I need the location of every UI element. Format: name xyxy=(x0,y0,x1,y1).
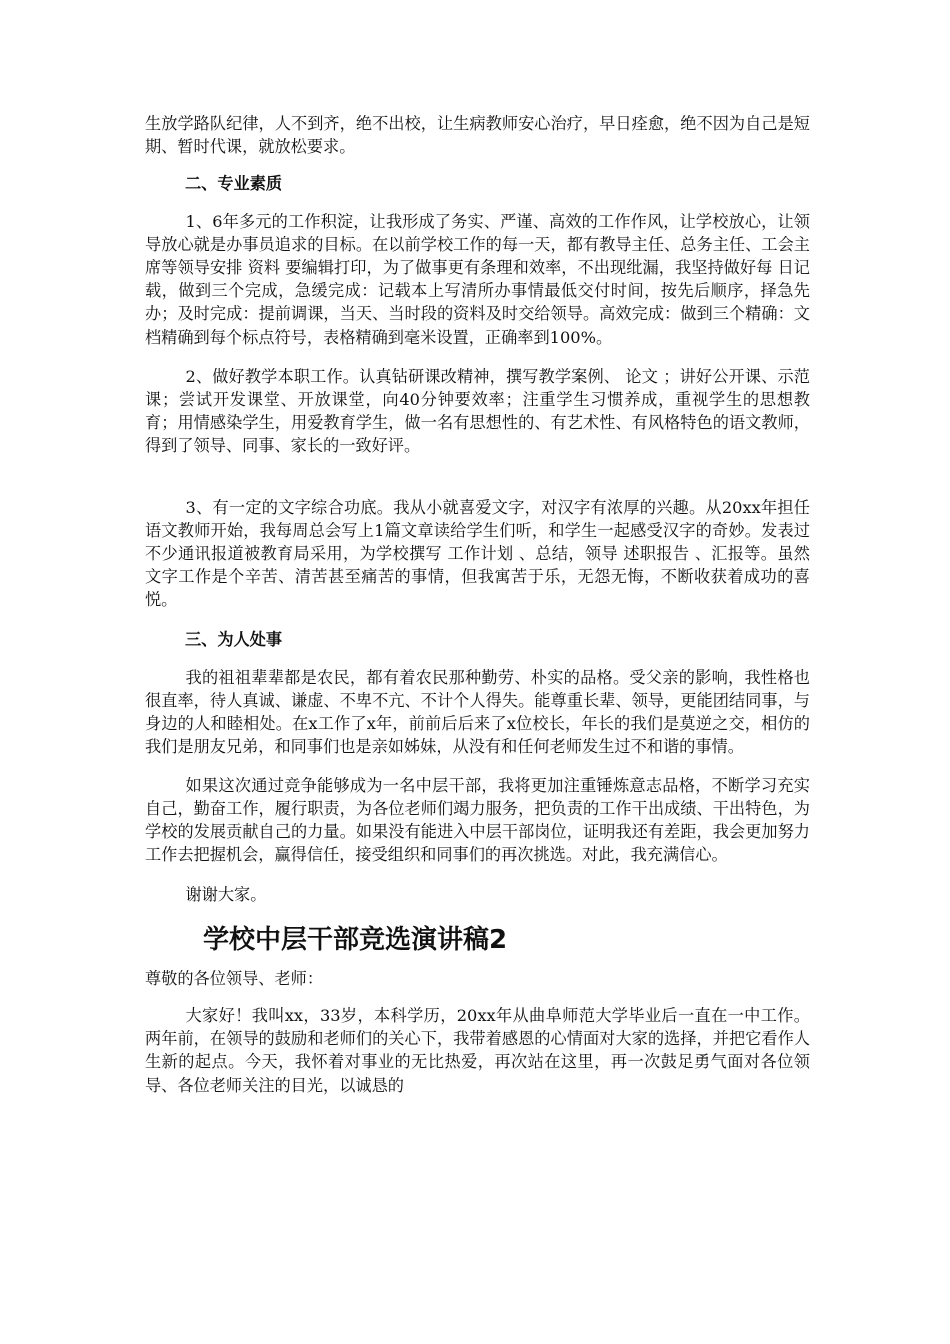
paragraph-work-style: 1、6年多元的工作积淀，让我形成了务实、严谨、高效的工作作风，让学校放心，让领导放心就是办事员追求的目标。在以前学校工作的每一天，都有教导主任、总务主任、工会主席等领导安排 资料 要编辑打印，为了做事更有条理和效率，不出现纰漏，我坚持做好每 日记 载，做到三个完成，急缓完成：记载本上写清所办事情最低交付时间，按先后顺序，择急先办；及时完成：提前调课，当天、当时段的资料及时交给领导。高效完成：做到三个精确：文档精确到每个标点符号，表格精确到毫米设置，正确率到100%。 xyxy=(145,211,810,347)
document-title: 学校中层干部竞选演讲稿2 xyxy=(203,924,508,955)
paragraph-discipline: 生放学路队纪律，人不到齐，绝不出校，让生病教师安心治疗，早日痊愈，绝不因为自己是短期、暂时代课，就放松要求。 xyxy=(145,114,810,157)
salutation: 尊敬的各位领导、老师： xyxy=(145,968,324,988)
paragraph-thanks: 谢谢大家。 xyxy=(185,885,267,905)
heading-professional-quality: 二、专业素质 xyxy=(185,174,283,194)
paragraph-teaching: 2、做好教学本职工作。认真钻研课改精神，撰写教学案例、 论文 ；讲好公开课、示范课；尝试开发课堂、开放课堂，向40分钟要效率；注重学生习惯养成，重视学生的思想教育；用情感染学生，用爱教育学生，做一名有思想性的、有艺术性、有风格特色的语文教师，得到了领导、同事、家长的一致好评。 xyxy=(145,366,810,456)
paragraph-character: 我的祖祖辈辈都是农民，都有着农民那种勤劳、朴实的品格。受父亲的影响，我性格也很直率，待人真诚、谦虚、不卑不亢、不计个人得失。能尊重长辈、领导，更能团结同事，与身边的人和睦相处。在x工作了x年，前前后后来了x位校长，年长的我们是莫逆之交，相仿的我们是朋友兄弟，和同事们也是亲如姊妹，从没有和任何老师发生过不和谐的事情。 xyxy=(145,667,810,757)
paragraph-commitment: 如果这次通过竞争能够成为一名中层干部，我将更加注重锤炼意志品格，不断学习充实自己，勤奋工作，履行职责，为各位老师们竭力服务，把负责的工作干出成绩、干出特色，为学校的发展贡献自己的力量。如果没有能进入中层干部岗位，证明我还有差距，我会更加努力工作去把握机会，赢得信任，接受组织和同事们的再次挑选。对此，我充满信心。 xyxy=(145,775,810,865)
paragraph-introduction: 大家好！我叫xx，33岁，本科学历，20xx年从曲阜师范大学毕业后一直在一中工作。两年前，在领导的鼓励和老师们的关心下，我带着感恩的心情面对大家的选择，并把它看作人生新的起点。今天，我怀着对事业的无比热爱，再次站在这里，再一次鼓足勇气面对各位领导、各位老师关注的目光，以诚恳的 xyxy=(145,1005,810,1095)
paragraph-writing-skills: 3、有一定的文字综合功底。我从小就喜爱文字，对汉字有浓厚的兴趣。从20xx年担任语文教师开始，我每周总会写上1篇文章读给学生们听，和学生一起感受汉字的奇妙。发表过不少通讯报道被教育局采用，为学校撰写 工作计划 、总结，领导 述职报告 、汇报等。虽然文字工作是个辛苦、清苦甚至痛苦的事情，但我寓苦于乐，无怨无悔，不断收获着成功的喜悦。 xyxy=(145,497,810,610)
heading-conduct: 三、为人处事 xyxy=(185,629,283,649)
document-body xyxy=(145,112,810,1097)
